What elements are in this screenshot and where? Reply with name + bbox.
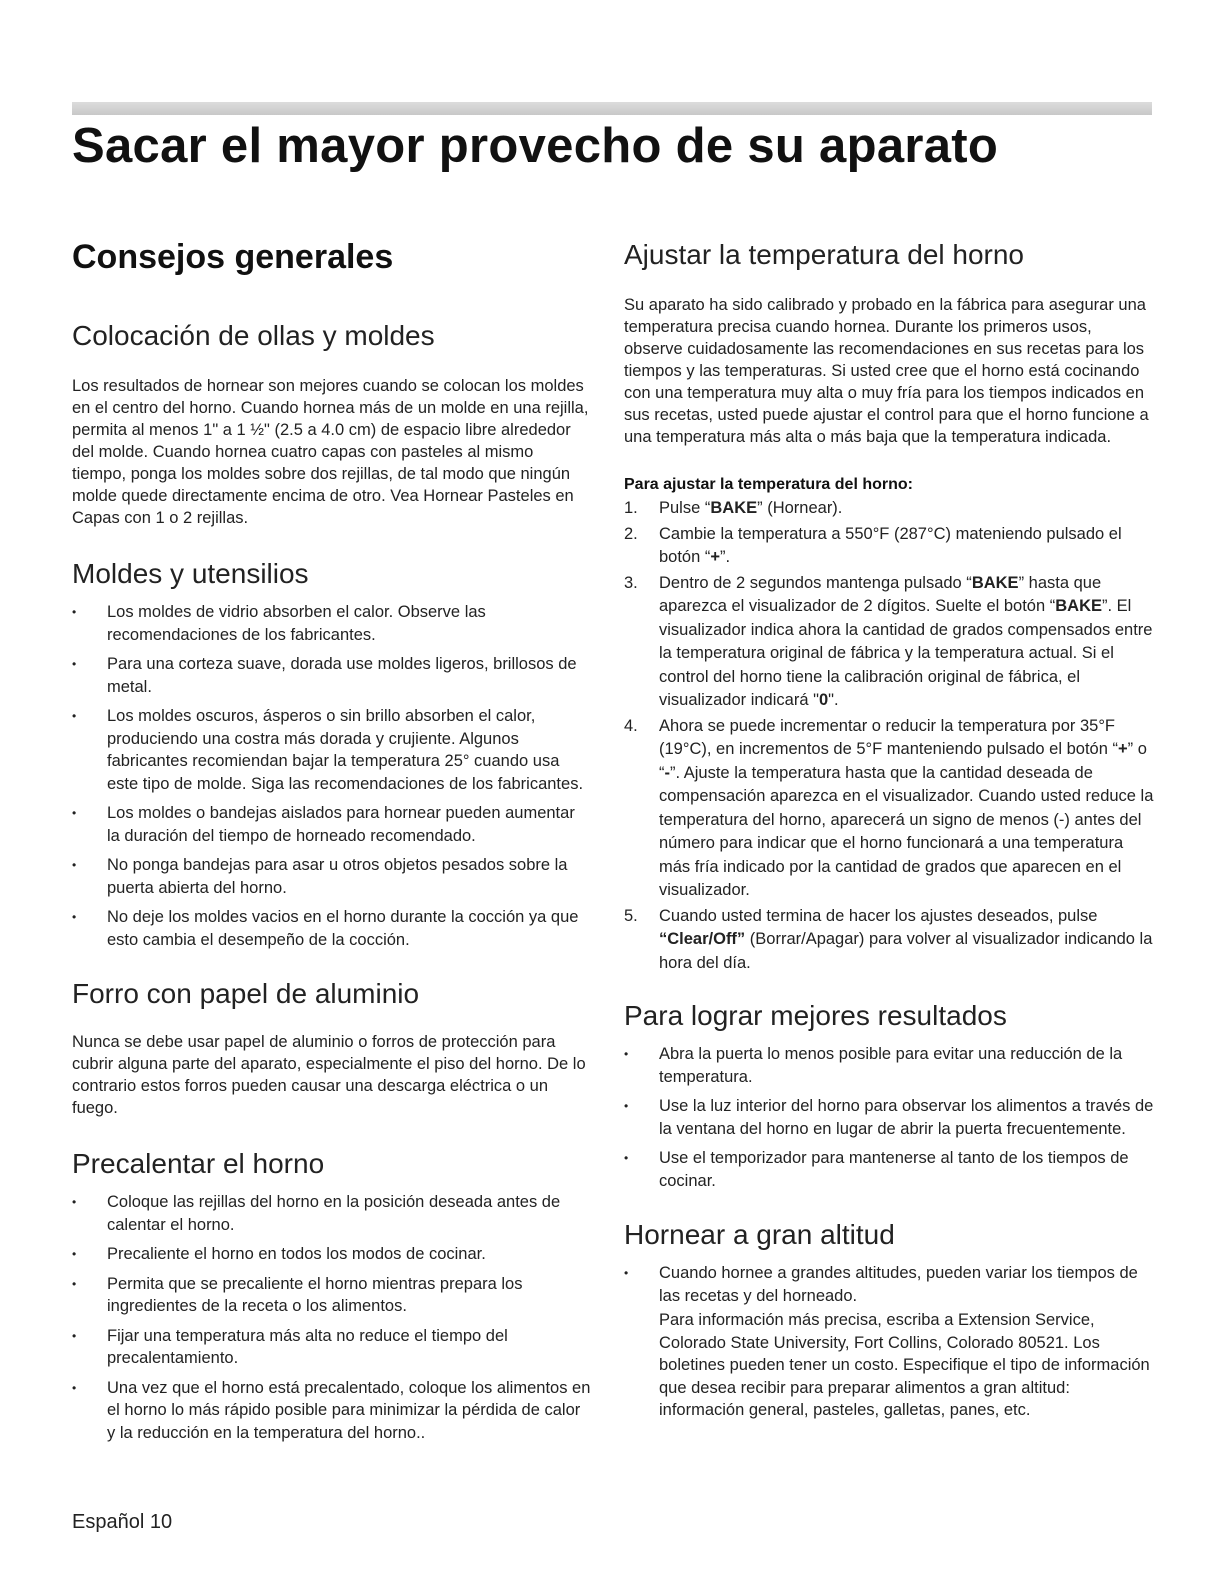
step-text: Cambie la temperatura a 550°F (287°C) mateniendo pulsado el botón “ [659,524,1122,566]
list-item: • Los moldes oscuros, ásperos o sin brillo absorben el calor, produciendo una costra más dorada y crujiente. Algunos fabricantes recomiendan bajar la temperatura 25° cuando usa este tipo de molde. Siga las recomendaciones de los fabricantes. [72,705,592,795]
header-rule [72,102,1152,115]
list-item: • Use la luz interior del horno para observar los alimentos a través de la ventana del horno en lugar de abrir la puerta frecuentemente. [624,1095,1154,1140]
step-number: 4. [624,716,638,735]
list-item: • Una vez que el horno está precalentado, coloque los alimentos en el horno lo más rápido posible para minimizar la pérdida de calor y la reducción en la temperatura del horno.. [72,1377,592,1445]
list-item: • Para una corteza suave, dorada use moldes ligeros, brillosos de metal. [72,653,592,698]
list-item: • No ponga bandejas para asar u otros objetos pesados sobre la puerta abierta del horno. [72,854,592,899]
list-item: • No deje los moldes vacios en el horno durante la cocción ya que esto cambia el desempeño de la cocción. [72,906,592,951]
subheading-forro: Forro con papel de aluminio [72,978,420,1009]
step-item [624,715,1154,903]
step-key: + [1117,740,1128,758]
step-text: Cuando usted termina de hacer los ajustes deseados, pulse [659,906,1098,925]
step-text: (Borrar/Apagar) para volver al visualizador indicando la hora del día. [659,930,1153,972]
list-item: • Los moldes de vidrio absorben el calor. Observe las recomendaciones de los fabricantes. [72,601,592,646]
list-item: • Use el temporizador para mantenerse al tanto de los tiempos de cocinar. [624,1147,1154,1192]
paragraph-colocacion: Los resultados de hornear son mejores cuando se colocan los moldes en el centro del horno. Cuando hornea más de un molde en una rejilla, permita al menos 1" a 1 ½" (2.5 a 4.0 cm) de espacio libre alrededor del molde. Cuando hornea cuatro capas con pasteles al mismo tiempo, ponga los moldes sobre dos rejillas, de tal modo que ningún molde quede directamente encima de otro. Vea Hornear Pasteles en Capas con 1 o 2 rejillas. [72,377,589,527]
subheading-moldes: Moldes y utensilios [72,558,309,589]
step-text: ”. [720,548,731,566]
step-key: + [710,548,721,566]
paragraph-ajustar: Su aparato ha sido calibrado y probado en la fábrica para asegurar una temperatura precisa cuando hornea. Durante los primeros usos, observe cuidadosamente las recomendaciones en sus recetas para los tiempos y las temperaturas. Si usted cree que el horno está cocinando con una temperatura muy alta o muy fría para los tiempos indicados en sus recetas, usted puede ajustar el control para que el horno funcione a una temperatura más alta o más baja que la temperatura indicada. [624,296,1149,446]
step-item [624,905,1154,976]
step-number: 5. [624,906,638,925]
altitud-extra-text: Para información más precisa, escriba a Extension Service, Colorado State University, Fort Collins, Colorado 80521. Los boletines pueden tener un costo. Especifique el tipo de información que desea recibir para preparar alimentos a gran altitud: información general, pasteles, galletas, panes, etc. [659,1311,1150,1419]
subheading-precalentar: Precalentar el horno [72,1148,325,1179]
step-item [624,497,1154,521]
step-text: ” (Hornear). [757,499,843,517]
list-item: • Permita que se precaliente el horno mientras prepara los ingredientes de la receta o los alimentos. [72,1273,592,1318]
subheading-ajustar: Ajustar la temperatura del horno [624,239,1024,270]
list-item: • Coloque las rejillas del horno en la posición deseada antes de calentar el horno. [72,1191,592,1236]
subheading-altitud: Hornear a gran altitud [624,1219,895,1250]
step-number: 1. [624,499,638,517]
subheading-mejores: Para lograr mejores resultados [624,1000,1007,1031]
step-key: 0 [818,691,829,709]
step-item [624,523,1154,570]
step-number: 3. [624,573,638,592]
step-number: 2. [624,524,638,543]
list-moldes [72,601,592,951]
page-footer: Español 10 [72,1511,173,1533]
list-item: • Los moldes o bandejas aislados para hornear pueden aumentar la duración del tiempo de horneado recomendado. [72,802,592,847]
steps-list [624,497,1154,975]
step-key: “Clear/Off” [659,930,746,948]
step-text: ” o “ [659,740,1147,782]
list-mejores [624,1043,1154,1192]
step-text: Ahora se puede incrementar o reducir la temperatura por 35°F (19°C), en incrementos de 5°F manteniendo pulsado el botón “ [659,716,1118,758]
list-altitud [624,1262,1154,1422]
right-column [624,232,1154,1429]
step-item [624,572,1154,713]
page-title: Sacar el mayor provecho de su aparato [72,119,999,173]
step-text: ". [828,691,839,709]
list-precalentar [72,1191,592,1444]
step-key: BAKE [1055,597,1103,615]
subheading-colocacion: Colocación de ollas y moldes [72,320,435,351]
step-text: ”. Ajuste la temperatura hasta que la cantidad deseada de compensación aparezca en el visualizador. Cuando usted reduce la temperatura del horno, aparecerá un signo de menos (-) antes del número para indicar que el horno funcionará a una temperatura más fría indicado por la cantidad de grados que aparecen en el visualizador. [659,763,1154,899]
list-item: • Fijar una temperatura más alta no reduce el tiempo del precalentamiento. [72,1325,592,1370]
step-key: - [664,763,670,782]
left-column [72,232,592,1451]
list-item: • Precaliente el horno en todos los modos de cocinar. [72,1243,592,1266]
step-text: Pulse “ [659,499,711,517]
step-key: BAKE [710,499,758,517]
step-text: Dentro de 2 segundos mantenga pulsado “ [659,573,972,592]
step-key: BAKE [971,573,1019,592]
step-text: ” hasta que aparezca el visualizador de 2 dígitos. Suelte el botón “ [659,573,1102,615]
paragraph-forro: Nunca se debe usar papel de aluminio o forros de protección para cubrir alguna parte del aparato, especialmente el piso del horno. De lo contrario estos forros pueden causar una descarga eléctrica o un fuego. [72,1033,586,1117]
list-item [624,1262,1154,1422]
steps-title: Para ajustar la temperatura del horno: [624,476,913,493]
list-item: • Abra la puerta lo menos posible para evitar una reducción de la temperatura. [624,1043,1154,1088]
step-text: ”. El visualizador indica ahora la cantidad de grados compensados entre la temperatura original de fábrica y la temperatura actual. Si el control del horno tiene la calibración original de fábrica, el visualizador indicará " [659,597,1153,709]
section-heading-consejos: Consejos generales [72,238,394,276]
altitud-item-text: Cuando hornee a grandes altitudes, pueden variar los tiempos de las recetas y del horneado. [659,1264,1138,1305]
